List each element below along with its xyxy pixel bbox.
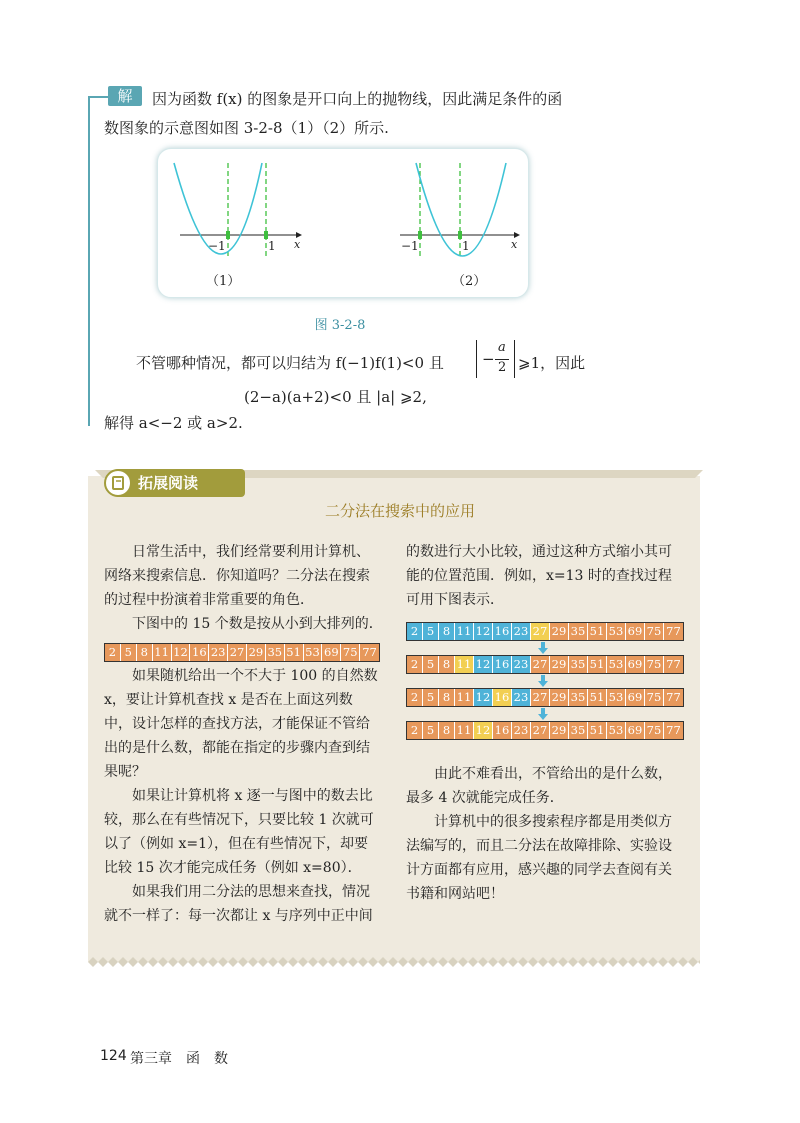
fig2-label: （2） — [452, 274, 487, 289]
solution-line-3a: 不管哪种情况，都可以归结为 f(−1)f(1)<0 且 — [136, 354, 444, 372]
sequence-cell: 5 — [423, 722, 439, 739]
sequence-cell: 75 — [645, 623, 664, 640]
sequence-cell: 27 — [531, 722, 550, 739]
sequence-cell: 51 — [285, 644, 304, 661]
reading-right-col-2 — [406, 762, 672, 906]
sequence-cell: 69 — [626, 689, 645, 706]
sequence-cell: 29 — [550, 623, 569, 640]
reading-left-line: 网络来搜索信息．你知道吗？二分法在搜索 — [104, 568, 370, 584]
frac-numerator: a — [498, 340, 506, 355]
sequence-cell: 11 — [455, 722, 474, 739]
reading-left-col-1 — [104, 540, 383, 636]
sequence-cell: 11 — [455, 656, 474, 673]
search-step-row — [406, 655, 684, 674]
sequence-cell: 2 — [105, 644, 121, 661]
sequence-cell: 12 — [474, 722, 493, 739]
fig1-tick-m1: −1 — [208, 239, 226, 253]
search-step-row — [406, 721, 684, 740]
sequence-cell: 69 — [626, 656, 645, 673]
sequence-cell: 5 — [423, 656, 439, 673]
solution-line-1: 因为函数 f(x) 的图象是开口向上的抛物线，因此满足条件的函 — [152, 90, 563, 108]
fig2-axis-x: x — [511, 238, 518, 251]
sequence-cell: 16 — [493, 623, 512, 640]
chapter-title: 第三章 函 数 — [130, 1051, 228, 1067]
sequence-cell: 5 — [423, 623, 439, 640]
solution-line-3b: ⩾1，因此 — [518, 354, 586, 372]
fig2-tick-1: 1 — [462, 239, 470, 253]
sequence-cell: 29 — [550, 722, 569, 739]
sequence-cell: 35 — [569, 656, 588, 673]
sequence-cell: 53 — [607, 722, 626, 739]
sequence-cell: 51 — [588, 656, 607, 673]
sequence-cell: 23 — [209, 644, 228, 661]
down-arrow-icon — [538, 675, 548, 687]
sequence-cell: 11 — [153, 644, 172, 661]
reading-left-line: 如果随机给出一个不大于 100 的自然数 — [104, 668, 378, 684]
reading-left-line: 以了（例如 x=1），但在有些情况下，却要 — [104, 836, 368, 852]
frac-sign: − — [482, 350, 495, 368]
sequence-cell: 11 — [455, 689, 474, 706]
sequence-cell: 53 — [607, 623, 626, 640]
parabola-figures — [158, 149, 528, 297]
sequence-cell: 27 — [531, 623, 550, 640]
sequence-cell: 2 — [407, 689, 423, 706]
sequence-cell: 23 — [512, 656, 531, 673]
solution-line-2: 数图象的示意图如图 3-2-8（1）（2）所示. — [104, 119, 389, 137]
sequence-cell: 12 — [474, 656, 493, 673]
sequence-cell: 51 — [588, 623, 607, 640]
reading-right-line: 计方面都有应用，感兴趣的同学去查阅有关 — [406, 862, 672, 878]
sequence-cell: 27 — [531, 656, 550, 673]
search-step-row — [406, 688, 684, 707]
sequence-cell: 16 — [493, 722, 512, 739]
sequence-cell: 77 — [664, 689, 683, 706]
reading-left-line: 出的是什么数，都能在指定的步骤内查到结 — [104, 740, 370, 756]
sequence-cell: 35 — [266, 644, 285, 661]
reading-tag-label: 拓展阅读 — [138, 474, 199, 492]
sequence-cell: 75 — [645, 689, 664, 706]
figure-box — [157, 148, 529, 298]
fig1-axis-x: x — [294, 238, 301, 251]
sequence-cell: 75 — [341, 644, 360, 661]
reading-left-line: 下图中的 15 个数是按从小到大排列的． — [104, 616, 383, 632]
reading-right-line: 由此不难看出，不管给出的是什么数， — [406, 766, 672, 782]
sequence-cell: 69 — [626, 623, 645, 640]
reading-left-line: 日常生活中，我们经常要利用计算机、 — [104, 544, 370, 560]
sequence-cell: 12 — [474, 623, 493, 640]
sequence-cell: 51 — [588, 722, 607, 739]
sequence-cell: 69 — [322, 644, 341, 661]
sequence-cell: 11 — [455, 623, 474, 640]
sequence-cell: 16 — [493, 689, 512, 706]
reading-left-line: 的过程中扮演着非常重要的角色． — [104, 592, 314, 608]
sequence-cell: 29 — [247, 644, 266, 661]
reading-right-line: 能的位置范围．例如，x=13 时的查找过程 — [406, 568, 672, 584]
sequence-cell: 53 — [607, 689, 626, 706]
reading-left-line: 果呢？ — [104, 764, 146, 780]
down-arrow-icon — [538, 708, 548, 720]
sequence-cell: 8 — [439, 689, 455, 706]
reading-right-line: 的数进行大小比较，通过这种方式缩小其可 — [406, 544, 672, 560]
sequence-cell: 29 — [550, 656, 569, 673]
reading-left-line: 中，设计怎样的查找方法，才能保证不管给 — [104, 716, 370, 732]
reading-right-col-1 — [406, 540, 672, 612]
reading-right-line: 计算机中的很多搜索程序都是用类似方 — [406, 814, 672, 830]
page-number: 124 — [100, 1048, 127, 1064]
reading-left-line: 较，那么在有些情况下，只要比较 1 次就可 — [104, 812, 374, 828]
sequence-cell: 35 — [569, 722, 588, 739]
reading-right-line: 法编写的，而且二分法在故障排除、实验设 — [406, 838, 672, 854]
sequence-cell: 35 — [569, 623, 588, 640]
sequence-cell: 23 — [512, 689, 531, 706]
sequence-cell: 35 — [569, 689, 588, 706]
reading-right-line: 书籍和网站吧！ — [406, 886, 504, 902]
sequence-cell: 2 — [407, 722, 423, 739]
solution-line-5: 解得 a<−2 或 a>2. — [104, 414, 243, 432]
sequence-cell: 53 — [607, 656, 626, 673]
reading-left-line: 比较 15 次才能完成任务（例如 x=80）． — [104, 860, 362, 876]
sequence-cell: 5 — [423, 689, 439, 706]
frac-denominator: 2 — [498, 360, 507, 375]
abs-fraction — [476, 340, 524, 378]
sequence-cell: 2 — [407, 656, 423, 673]
fig1-label: （1） — [206, 274, 241, 289]
sequence-cell: 8 — [137, 644, 153, 661]
sequence-cell: 77 — [664, 722, 683, 739]
sequence-cell: 16 — [190, 644, 209, 661]
sequence-cell: 8 — [439, 656, 455, 673]
figure-caption: 图 3-2-8 — [314, 318, 366, 333]
sequence-cell: 75 — [645, 656, 664, 673]
sequence-cell: 12 — [172, 644, 191, 661]
reading-title: 二分法在搜索中的应用 — [324, 502, 475, 520]
sequence-cell: 77 — [664, 656, 683, 673]
reading-left-line: x，要让计算机查找 x 是否在上面这列数 — [104, 692, 353, 708]
solution-line-4: (2−a)(a+2)<0 且 |a| ⩾2, — [244, 388, 427, 406]
sequence-cell: 12 — [474, 689, 493, 706]
panel-bottom-pattern — [88, 957, 700, 967]
down-arrow-icon — [538, 642, 548, 654]
solution-rule-top — [88, 96, 110, 98]
sequence-cell: 53 — [304, 644, 323, 661]
search-step-row — [406, 622, 684, 641]
fig1-tick-1: 1 — [268, 239, 276, 253]
sequence-cell: 29 — [550, 689, 569, 706]
sequence-cell: 27 — [228, 644, 247, 661]
sequence-cell: 16 — [493, 656, 512, 673]
sequence-cell: 27 — [531, 689, 550, 706]
sequence-cell: 8 — [439, 623, 455, 640]
solution-tag: 解 — [108, 86, 142, 106]
fig2-tick-m1: −1 — [401, 239, 419, 253]
reading-left-col-2 — [104, 664, 378, 928]
sequence-cell: 69 — [626, 722, 645, 739]
reading-right-line: 可用下图表示． — [406, 592, 504, 608]
sequence-cell: 5 — [121, 644, 137, 661]
sequence-cell: 23 — [512, 623, 531, 640]
number-sequence — [104, 643, 380, 662]
sequence-cell: 2 — [407, 623, 423, 640]
search-steps — [406, 622, 684, 740]
sequence-cell: 23 — [512, 722, 531, 739]
reading-right-line: 最多 4 次就能完成任务． — [406, 790, 564, 806]
sequence-cell: 77 — [664, 623, 683, 640]
reading-left-line: 如果我们用二分法的思想来查找，情况 — [104, 884, 370, 900]
sequence-cell: 8 — [439, 722, 455, 739]
sequence-cell: 51 — [588, 689, 607, 706]
reading-left-line: 就不一样了：每一次都让 x 与序列中正中间 — [104, 908, 373, 924]
reading-left-line: 如果让计算机将 x 逐一与图中的数去比 — [104, 788, 373, 804]
sequence-cell: 75 — [645, 722, 664, 739]
sequence-cell: 77 — [360, 644, 379, 661]
solution-rule — [88, 96, 90, 426]
book-icon — [104, 469, 132, 497]
